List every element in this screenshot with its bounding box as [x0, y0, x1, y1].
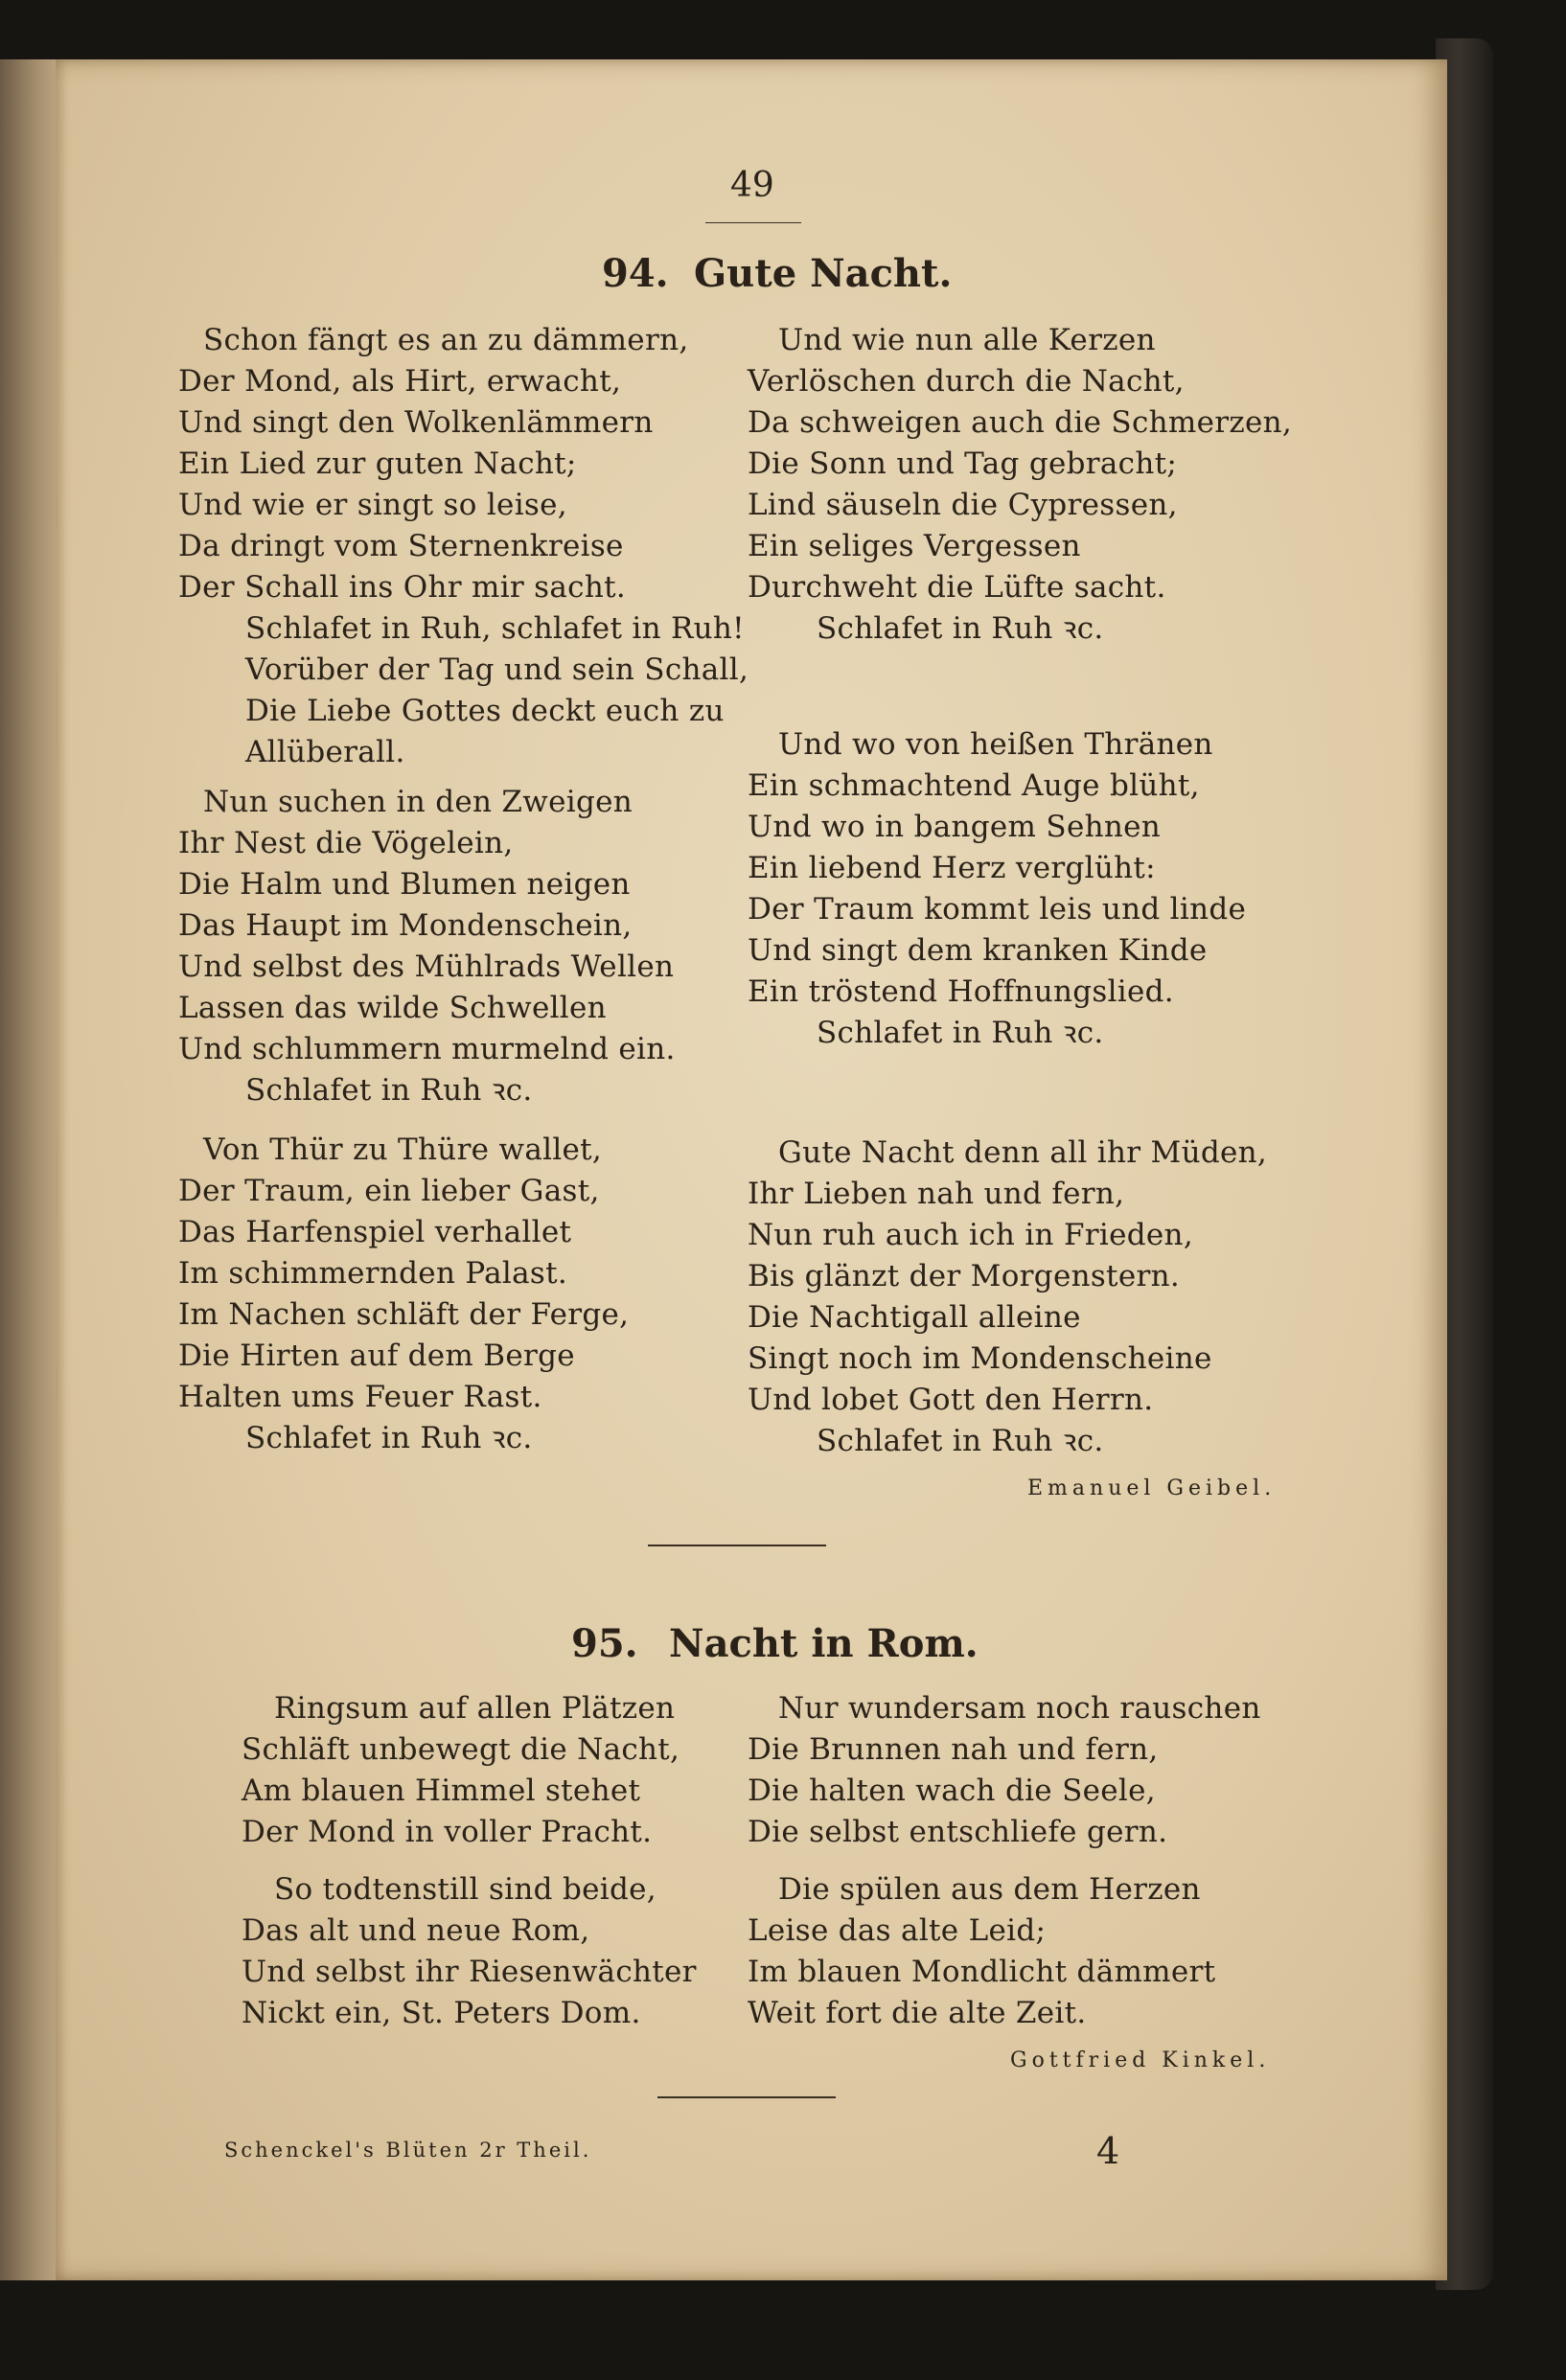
- verse-line: Im Nachen schläft der Ferge,: [178, 1297, 630, 1332]
- verse-line: Halten ums Feuer Rast.: [178, 1380, 542, 1414]
- verse-line: Schlafet in Ruh ꝛc.: [817, 611, 1104, 646]
- verse-line: So todtenstill sind beide,: [274, 1872, 656, 1907]
- verse-line: Gute Nacht denn all ihr Müden,: [778, 1135, 1268, 1170]
- verse-line: Von Thür zu Thüre wallet,: [203, 1133, 603, 1167]
- verse-line: Schlafet in Ruh ꝛc.: [817, 1424, 1104, 1458]
- verse-line: Schlafet in Ruh ꝛc.: [245, 1421, 533, 1455]
- verse-line: Und wie er singt so leise,: [178, 488, 567, 522]
- verse-line: Der Traum kommt leis und linde: [748, 892, 1247, 927]
- verse-line: Ihr Nest die Vögelein,: [178, 826, 514, 860]
- verse-line: Schlafet in Ruh, schlafet in Ruh!: [245, 611, 745, 646]
- verse-line: Leise das alte Leid;: [748, 1913, 1047, 1948]
- poem-94-author: Emanuel Geibel.: [1027, 1476, 1277, 1500]
- section-divider: [648, 1545, 826, 1546]
- verse-line: Die Halm und Blumen neigen: [178, 867, 631, 902]
- verse-line: Allüberall.: [245, 735, 405, 769]
- verse-line: Und lobet Gott den Herrn.: [748, 1383, 1154, 1417]
- verse-line: Im blauen Mondlicht dämmert: [748, 1955, 1216, 1989]
- verse-line: Und wo in bangem Sehnen: [748, 810, 1162, 844]
- printer-signature: Schenckel's Blüten 2r Theil.: [224, 2139, 592, 2162]
- verse-line: Der Mond, als Hirt, erwacht,: [178, 364, 622, 399]
- verse-line: Und selbst des Mühlrads Wellen: [178, 950, 675, 984]
- verse-line: Und singt den Wolkenlämmern: [178, 405, 654, 440]
- verse-line: Die Liebe Gottes deckt euch zu: [245, 694, 725, 728]
- verse-line: Die Brunnen nah und fern,: [748, 1732, 1159, 1767]
- poem-94-number: 94.: [602, 251, 669, 296]
- sheet-number: 4: [1096, 2130, 1120, 2172]
- verse-line: Nun ruh auch ich in Frieden,: [748, 1218, 1193, 1252]
- verse-line: Ringsum auf allen Plätzen: [274, 1691, 676, 1726]
- poem-95-author: Gottfried Kinkel.: [1010, 2048, 1271, 2072]
- poem-95-title: Nacht in Rom.: [669, 1621, 979, 1666]
- verse-line: Schlafet in Ruh ꝛc.: [245, 1073, 533, 1108]
- page-number: 49: [730, 166, 774, 205]
- verse-line: Die halten wach die Seele,: [748, 1774, 1156, 1808]
- verse-line: Da dringt vom Sternenkreise: [178, 529, 624, 563]
- verse-line: Und wo von heißen Thränen: [778, 727, 1213, 762]
- verse-line: Ihr Lieben nah und fern,: [748, 1177, 1125, 1211]
- verse-line: Lind säuseln die Cypressen,: [748, 488, 1178, 522]
- verse-line: Im schimmernden Palast.: [178, 1256, 568, 1291]
- verse-line: Der Schall ins Ohr mir sacht.: [178, 570, 627, 605]
- verse-line: Das Harfenspiel verhallet: [178, 1215, 572, 1249]
- verse-line: Nun suchen in den Zweigen: [203, 785, 633, 819]
- verse-line: Ein tröstend Hoffnungslied.: [748, 974, 1174, 1009]
- verse-line: Der Mond in voller Pracht.: [242, 1815, 653, 1849]
- verse-line: Die Sonn und Tag gebracht;: [748, 446, 1178, 481]
- verse-line: Und singt dem kranken Kinde: [748, 933, 1208, 968]
- verse-line: Ein liebend Herz verglüht:: [748, 851, 1156, 885]
- verse-line: Ein schmachtend Auge blüht,: [748, 768, 1200, 803]
- verse-line: Das Haupt im Mondenschein,: [178, 908, 633, 943]
- verse-line: Das alt und neue Rom,: [242, 1913, 590, 1948]
- poem-94-title: Gute Nacht.: [694, 251, 953, 296]
- verse-line: Singt noch im Mondenscheine: [748, 1341, 1212, 1376]
- verse-line: Schläft unbewegt die Nacht,: [242, 1732, 680, 1767]
- page-number-rule: [705, 222, 801, 223]
- verse-line: Und schlummern murmelnd ein.: [178, 1032, 676, 1066]
- verse-line: Bis glänzt der Morgenstern.: [748, 1259, 1181, 1293]
- verse-line: Durchweht die Lüfte sacht.: [748, 570, 1166, 605]
- verse-line: Vorüber der Tag und sein Schall,: [245, 652, 749, 687]
- verse-line: Die spülen aus dem Herzen: [778, 1872, 1201, 1907]
- verse-line: Am blauen Himmel stehet: [242, 1774, 641, 1808]
- verse-line: Da schweigen auch die Schmerzen,: [748, 405, 1293, 440]
- verse-line: Verlöschen durch die Nacht,: [748, 364, 1185, 399]
- verse-line: Ein Lied zur guten Nacht;: [178, 446, 577, 481]
- verse-line: Nickt ein, St. Peters Dom.: [242, 1996, 641, 2030]
- verse-line: Lassen das wilde Schwellen: [178, 991, 607, 1025]
- verse-line: Ein seliges Vergessen: [748, 529, 1081, 563]
- verse-line: Schlafet in Ruh ꝛc.: [817, 1016, 1104, 1050]
- end-rule: [657, 2096, 836, 2098]
- verse-line: Die Hirten auf dem Berge: [178, 1339, 575, 1373]
- verse-line: Und selbst ihr Riesenwächter: [242, 1955, 697, 1989]
- poem-95-number: 95.: [571, 1621, 638, 1666]
- verse-line: Und wie nun alle Kerzen: [778, 323, 1156, 357]
- verse-line: Die selbst entschliefe gern.: [748, 1815, 1168, 1849]
- verse-line: Schon fängt es an zu dämmern,: [203, 323, 689, 357]
- verse-line: Die Nachtigall alleine: [748, 1300, 1081, 1335]
- verse-line: Nur wundersam noch rauschen: [778, 1691, 1261, 1726]
- verse-line: Weit fort die alte Zeit.: [748, 1996, 1087, 2030]
- verse-line: Der Traum, ein lieber Gast,: [178, 1174, 600, 1208]
